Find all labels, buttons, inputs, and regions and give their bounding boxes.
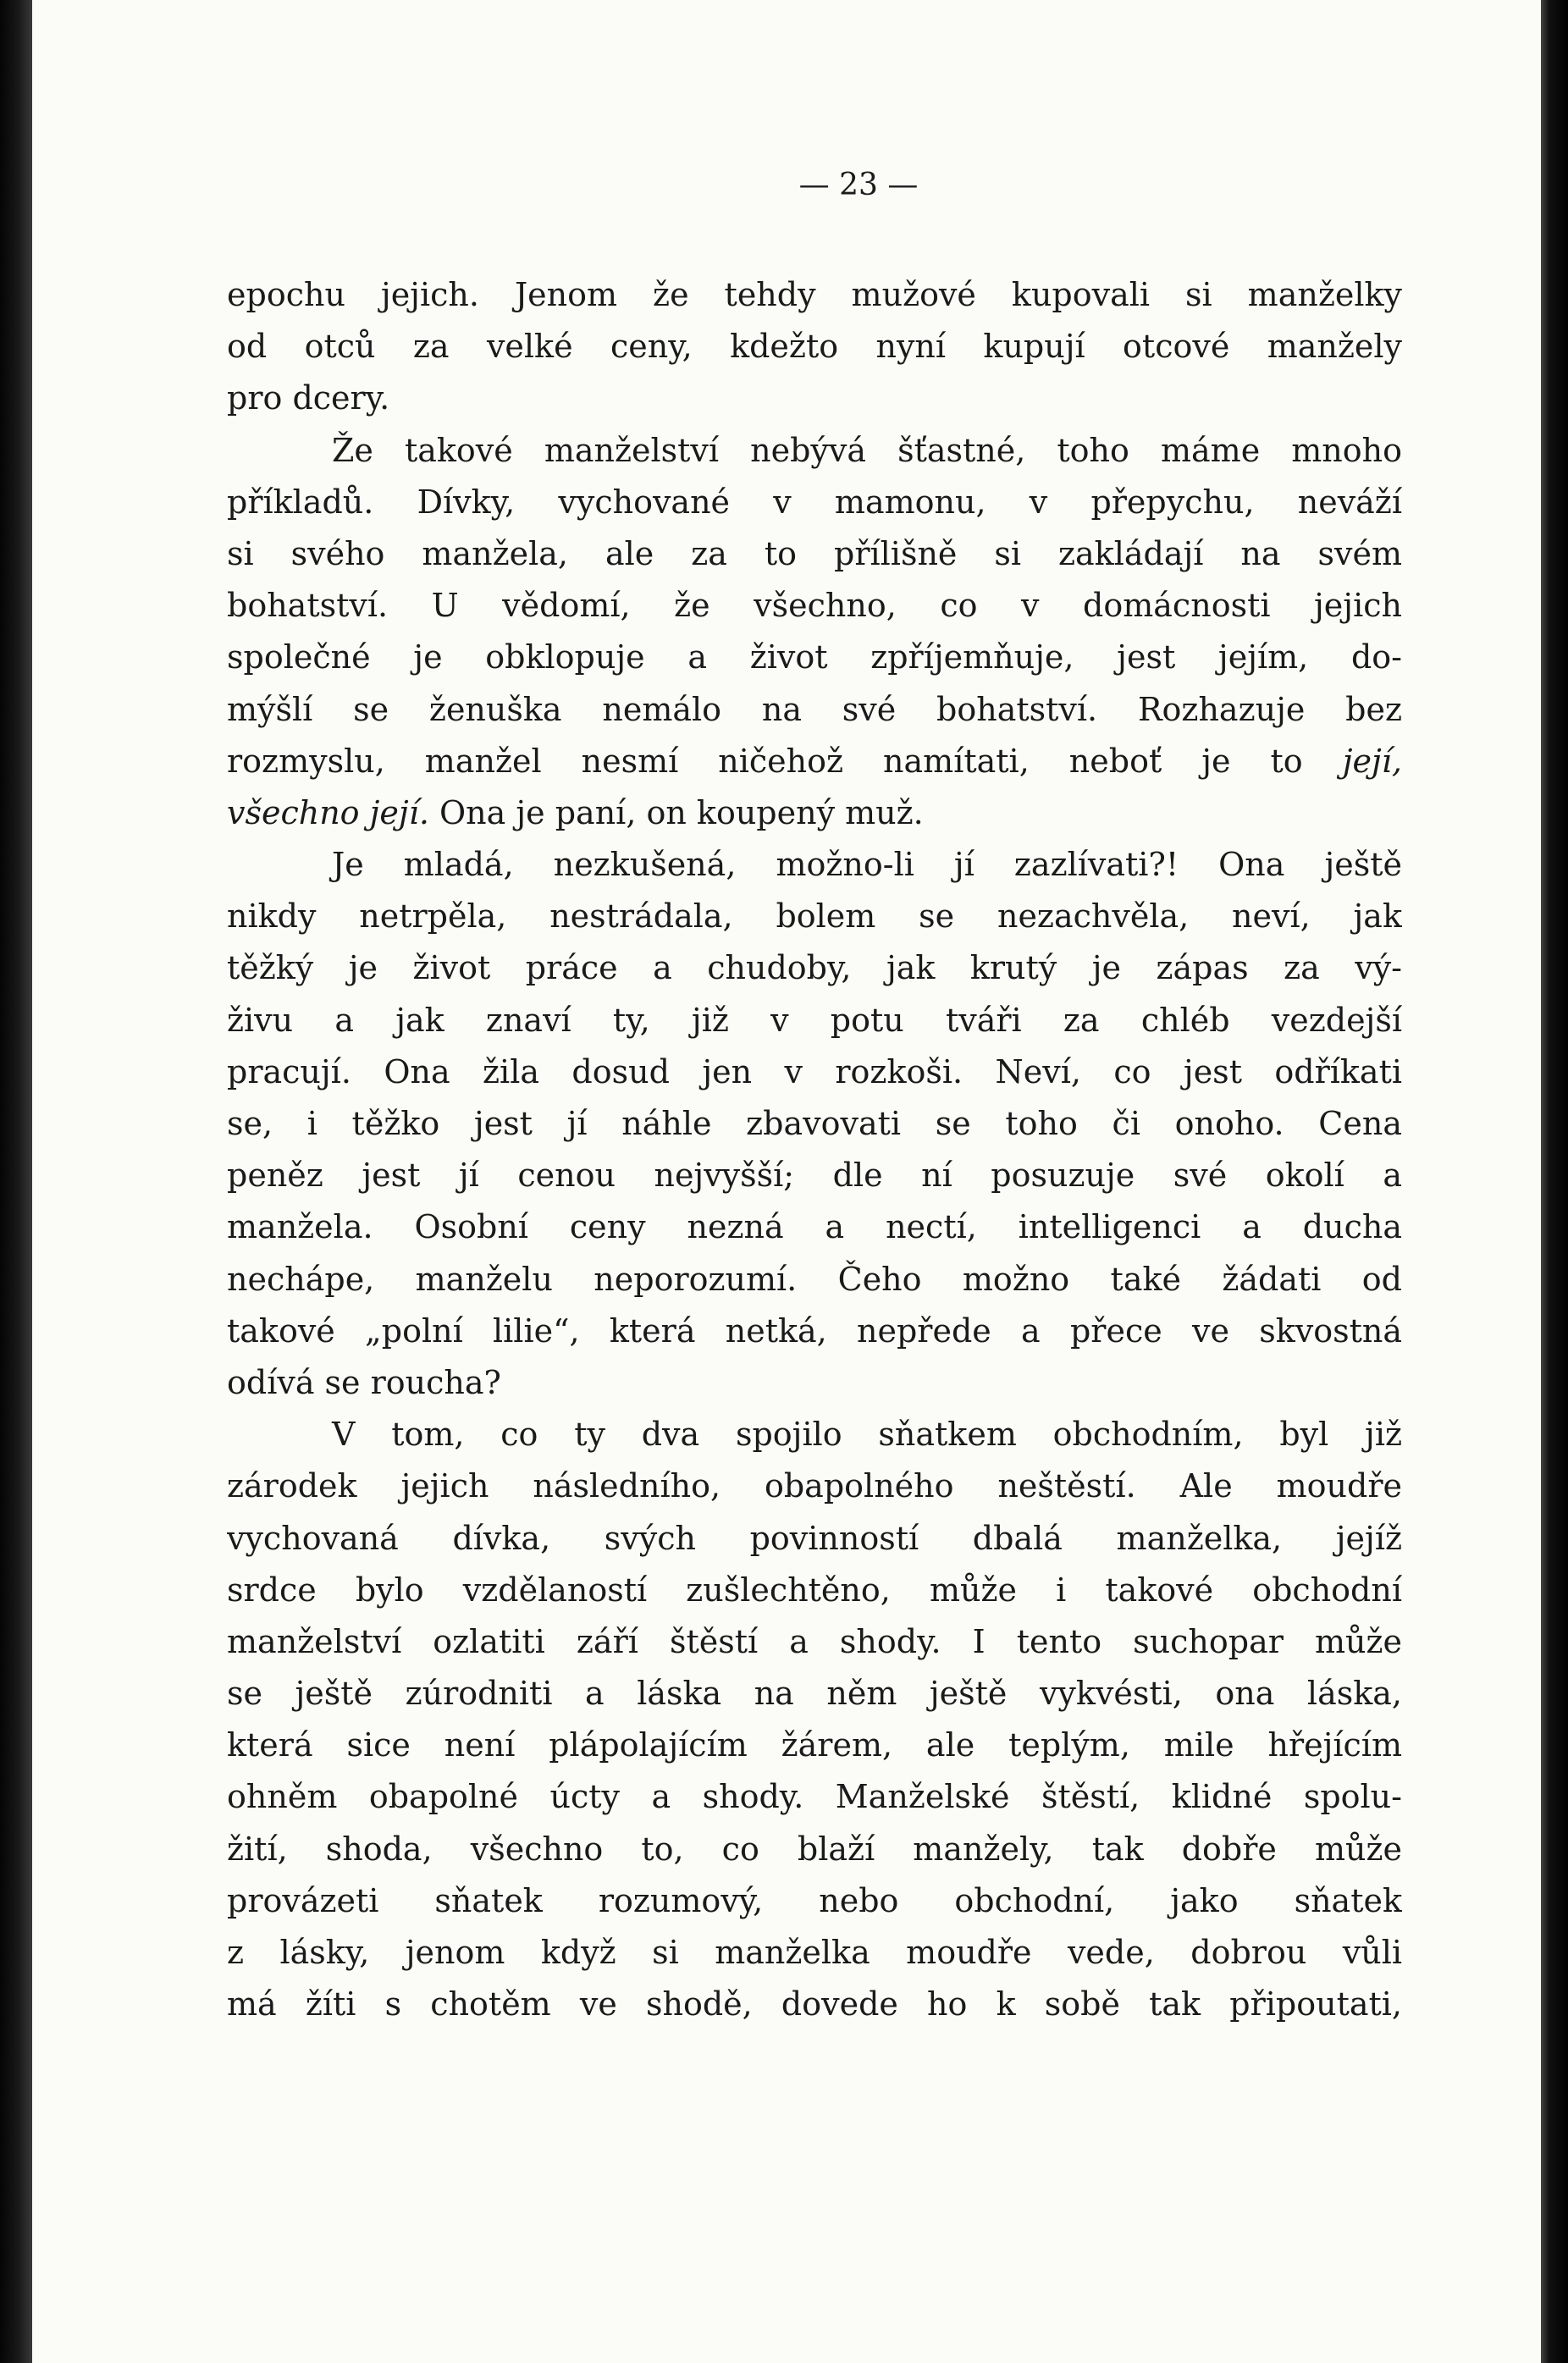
text-line [227,425,1402,477]
text-segment: má žíti s chotěm ve shodě, dovede ho k sobě tak připoutati, [227,1985,1402,2023]
text-segment: Že takové manželství nebývá šťastné, toho máme mnoho [332,431,1402,469]
text-segment: příkladů. Dívky, vychované v mamonu, v přepychu, neváží [227,483,1402,521]
text-segment: manželství ozlatiti září štěstí a shody. I tento suchopar může [227,1622,1402,1660]
text-segment: V tom, co ty dva spojilo sňatkem obchodním, byl již [332,1416,1402,1454]
italic-phrase: její, [1342,742,1402,780]
text-segment: společné je obklopuje a život zpříjemňuje, jest jejím, do- [227,638,1402,676]
text-line [227,528,1402,580]
text-segment: pracují. Ona žila dosud jen v rozkoši. Neví, co jest odříkati [227,1052,1402,1090]
text-segment: zárodek jejich následního, obapolného neštěstí. Ale moudře [227,1467,1402,1505]
page-number: — 23 — [798,168,919,202]
text-segment: mýšlí se ženuška nemálo na své bohatství. Rozhazuje bez [227,690,1402,728]
text-line [227,684,1402,736]
text-line [227,995,1402,1046]
text-line [227,1771,1402,1823]
text-segment: srdce bylo vzdělaností zušlechtěno, může i takové obchodní [227,1571,1402,1609]
text-segment: manžela. Osobní ceny nezná a nectí, intelligenci a ducha [227,1208,1402,1246]
text-line [227,321,1402,373]
text-segment: odívá se roucha? [227,1363,501,1401]
text-segment: nechápe, manželu neporozumí. Čeho možno také žádati od [227,1260,1402,1298]
text-line [227,1098,1402,1150]
body-text [227,269,1402,2030]
text-line [227,1875,1402,1927]
text-line [227,373,1402,424]
text-line [227,1979,1402,2030]
text-line [227,1565,1402,1616]
text-line [227,1046,1402,1098]
text-line [227,1668,1402,1720]
text-line [227,891,1402,942]
text-segment: ohněm obapolné úcty a shody. Manželské štěstí, klidné spolu- [227,1778,1402,1816]
text-line [227,1357,1402,1409]
text-line [227,1460,1402,1512]
text-segment: z lásky, jenom když si manželka moudře vede, dobrou vůli [227,1934,1402,1971]
book-page [32,0,1541,2363]
text-line [227,1409,1402,1460]
text-segment: žití, shoda, všechno to, co blaží manžely, tak dobře může [227,1830,1402,1868]
text-line [227,632,1402,683]
text-line [227,1927,1402,1979]
text-line [227,736,1402,787]
text-line [227,1306,1402,1357]
text-line [227,1720,1402,1771]
text-segment: vychovaná dívka, svých povinností dbalá manželka, jejíž [227,1519,1402,1557]
text-segment: od otců za velké ceny, kdežto nyní kupují otcové manžely [227,328,1402,366]
scan-right-edge [1541,0,1568,2363]
text-segment: která sice není plápolajícím žárem, ale teplým, mile hřejícím [227,1726,1402,1764]
text-segment: provázeti sňatek rozumový, nebo obchodní, jako sňatek [227,1881,1402,1919]
text-segment: takové „polní lilie“, která netká, nepřede a přece ve skvostná [227,1311,1402,1350]
text-line [227,1201,1402,1253]
text-segment: si svého manžela, ale za to přílišně si zakládají na svém [227,534,1402,572]
text-line [227,477,1402,528]
text-segment: živu a jak znaví ty, již v potu tváři za chléb vezdejší [227,1001,1402,1039]
text-line [227,1150,1402,1201]
text-line [227,1254,1402,1306]
text-segment: Ona je paní, on koupený muž. [428,793,924,831]
text-line [227,269,1402,321]
text-line [227,787,1402,839]
text-line [227,1513,1402,1565]
text-line [227,942,1402,994]
text-segment: bohatství. U vědomí, že všechno, co v domácnosti jejich [227,587,1402,625]
text-segment: peněz jest jí cenou nejvyšší; dle ní posuzuje své okolí a [227,1157,1402,1195]
text-segment: epochu jejich. Jenom že tehdy mužové kupovali si manželky [227,276,1402,313]
text-segment: nikdy netrpěla, nestrádala, bolem se nezachvěla, neví, jak [227,897,1402,936]
text-line [227,1616,1402,1668]
text-line [227,580,1402,632]
text-segment: těžký je život práce a chudoby, jak krutý je zápas za vý- [227,949,1402,987]
scan-left-edge [0,0,32,2363]
text-segment: rozmyslu, manžel nesmí ničehož namítati, neboť je to [227,742,1303,780]
text-line [227,839,1402,891]
text-line [227,1824,1402,1875]
text-segment: Je mladá, nezkušená, možno-li jí zazlívati?! Ona ještě [332,846,1402,884]
italic-phrase: všechno její. [227,793,429,831]
text-segment: se ještě zúrodniti a láska na něm ještě vykvésti, ona láska, [227,1675,1402,1713]
text-segment: pro dcery. [227,379,390,417]
text-segment: se, i těžko jest jí náhle zbavovati se toho či onoho. Cena [227,1105,1402,1142]
